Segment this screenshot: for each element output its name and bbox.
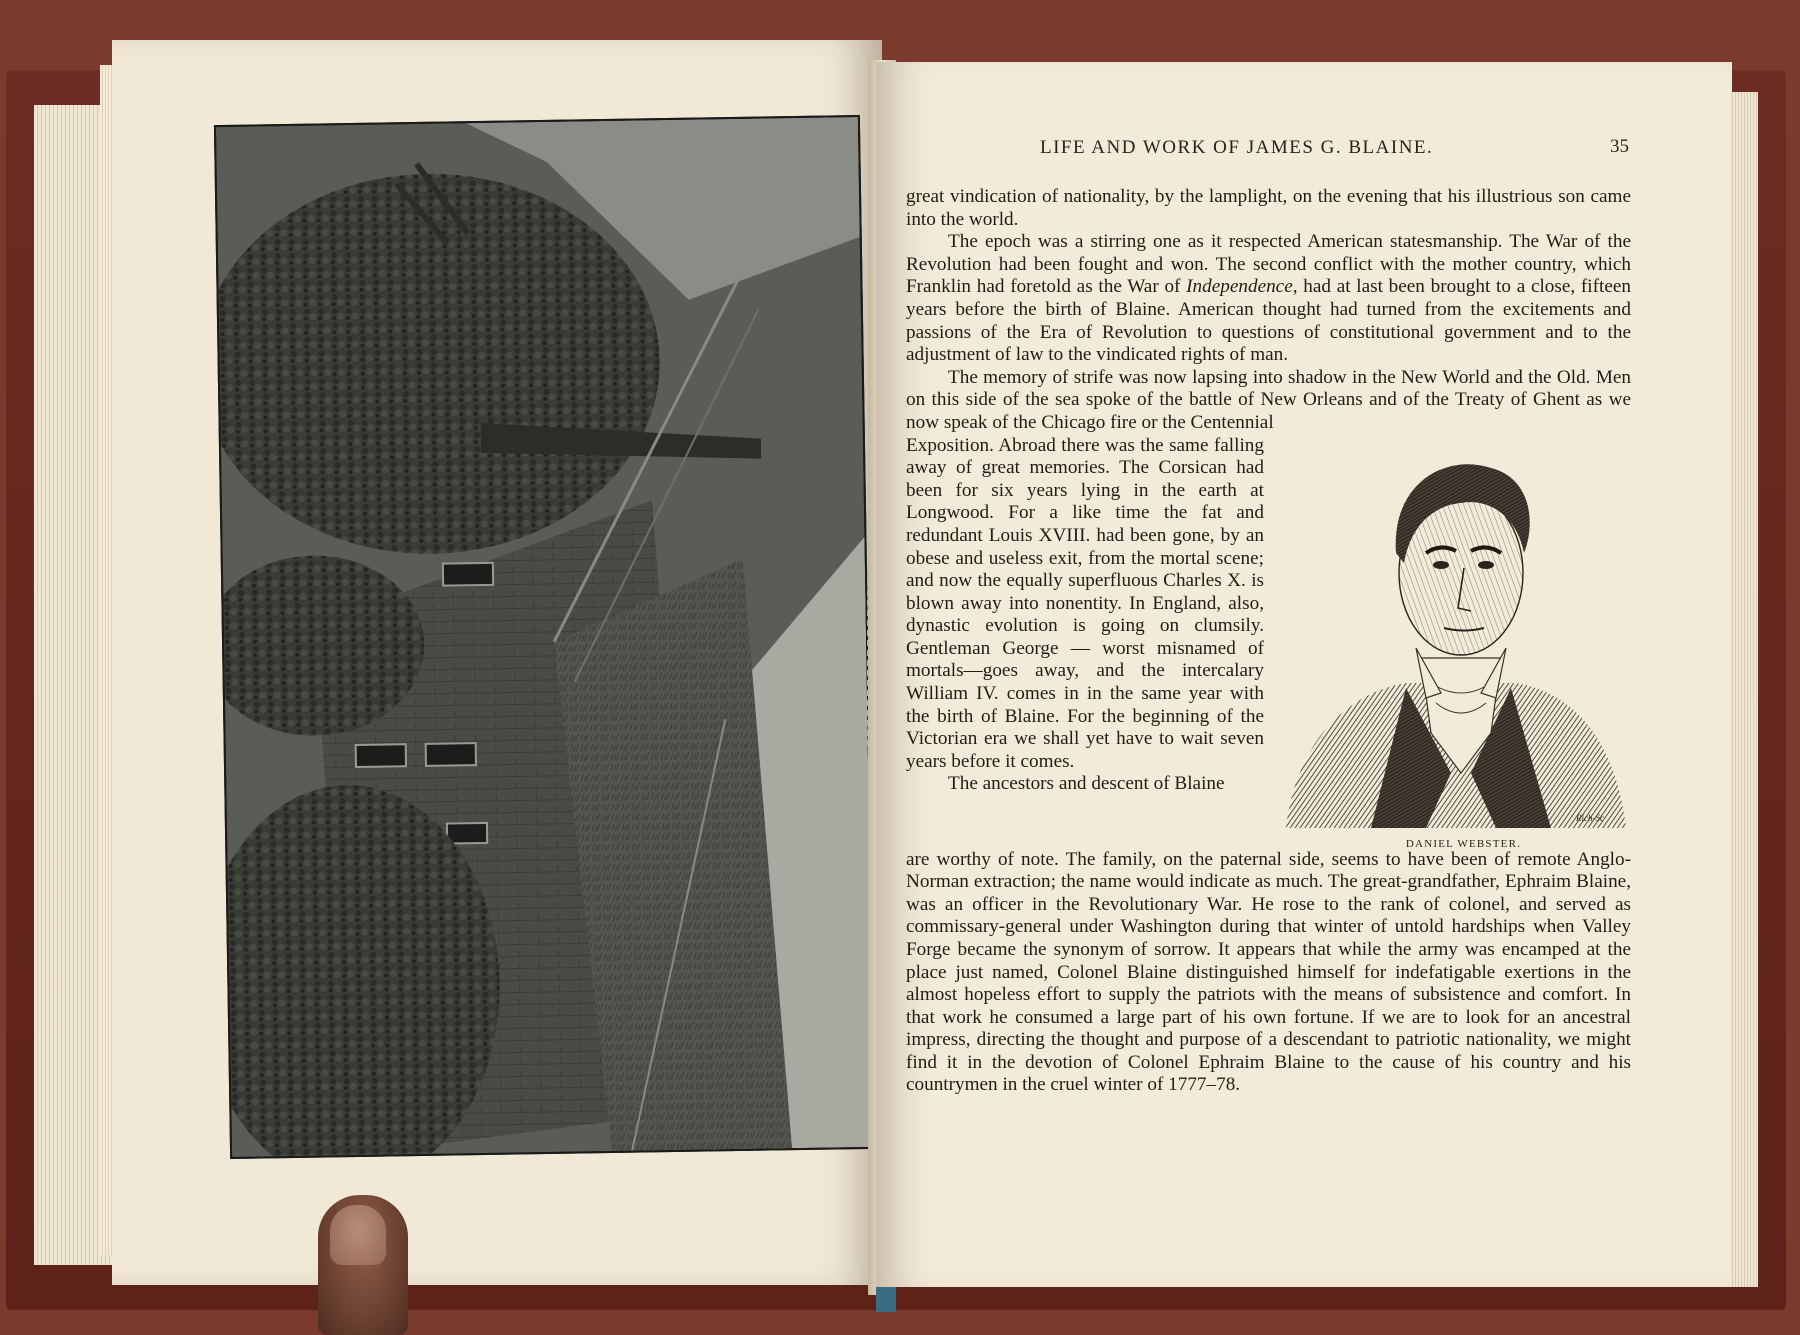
house-photograph: [216, 117, 874, 1157]
page-number: 35: [1610, 136, 1629, 157]
portrait-engraving: [1276, 443, 1631, 833]
paragraph-4-start: The ancestors and descent of Blaine: [948, 773, 1225, 795]
paragraph-3-full-width: The memory of strife was now lapsing into shadow in the New World and the Old. Men on this side of the sea spoke of the battle of New Orleans and of the Treaty of Ghent as we now speak of the Chicago fire or the Centennial: [906, 366, 1631, 433]
right-page-edges: [1730, 92, 1758, 1287]
portrait-wrap-block: [906, 434, 1631, 850]
house-photograph-plate: [214, 115, 876, 1159]
portrait-figure: [1276, 443, 1631, 850]
thumbnail: [330, 1205, 386, 1265]
paragraph-3-wrapped: Exposition. Abroad there was the same falling away of great memories. The Corsican had been for six years lying in the earth at Longwood. For a like time the fat and redundant Louis XVIII. had been gone, by an obese and useless exit, from the mortal scene; and now the equally superfluous Charles X. is blown away into nonentity. In England, also, dynastic evolution is going on clumsily. Gentleman George — worst misnamed of mortals—goes away, and the intercalary William IV. comes in in the same year with the birth of Blaine. For the beginning of the Victorian era we shall yet have to wait seven years before it comes.: [906, 434, 1264, 772]
body-text: [906, 186, 1631, 1097]
paragraph-4-continued: are worthy of note. The family, on the paternal side, seems to have been of remote Anglo-Norman extraction; the name would indicate as much. The great-grandfather, Ephraim Blaine, was an officer in the Revolutionary War. He rose to the rank of colonel, and served as commissary-general under Washington during that winter of untold hardships when Valley Forge became the synonym of sorrow. It appears that while the army was encamped at the place just named, Colonel Blaine distinguished himself for indefatigable exertions in the almost hopeless effort to supply the patriots with the means of subsistence and comfort. In that work he consumed a large part of his own fortune. If we are to look for an ancestral impress, directing the thought and purpose of a descendant to patriotic nationality, we might find it in the devotion of Colonel Ephraim Blaine to the cause of his country and his countrymen in the cruel winter of 1777–78.: [906, 848, 1631, 1096]
portrait-caption: DANIEL WEBSTER.: [1405, 837, 1522, 850]
running-head: LIFE AND WORK OF JAMES G. BLAINE.: [1040, 137, 1434, 158]
paragraph-2-italic: Independence: [1186, 276, 1293, 298]
paragraph-2-part-b: , had at last been brought to a close, fifteen years before the birth of Blaine. American thought had turned from the excitements and passions of the Era of Revolution to questions of constitutional government and to the adjustment of law to the vindicated rights of man.: [906, 276, 1631, 366]
engraver-mark: Rich-Sc: [1576, 812, 1604, 823]
paragraph-1: great vindication of nationality, by the lamplight, on the evening that his illustrious son came into the world.: [906, 186, 1631, 230]
daniel-webster-engraving: [1276, 443, 1631, 833]
paragraph-2-part-a: The epoch was a stirring one as it respected American statesmanship. The War of the Revolution had been fought and won. The second conflict with the mother country, which Franklin had foretold as the War of: [906, 231, 1631, 298]
paragraph-2: [906, 231, 1631, 367]
